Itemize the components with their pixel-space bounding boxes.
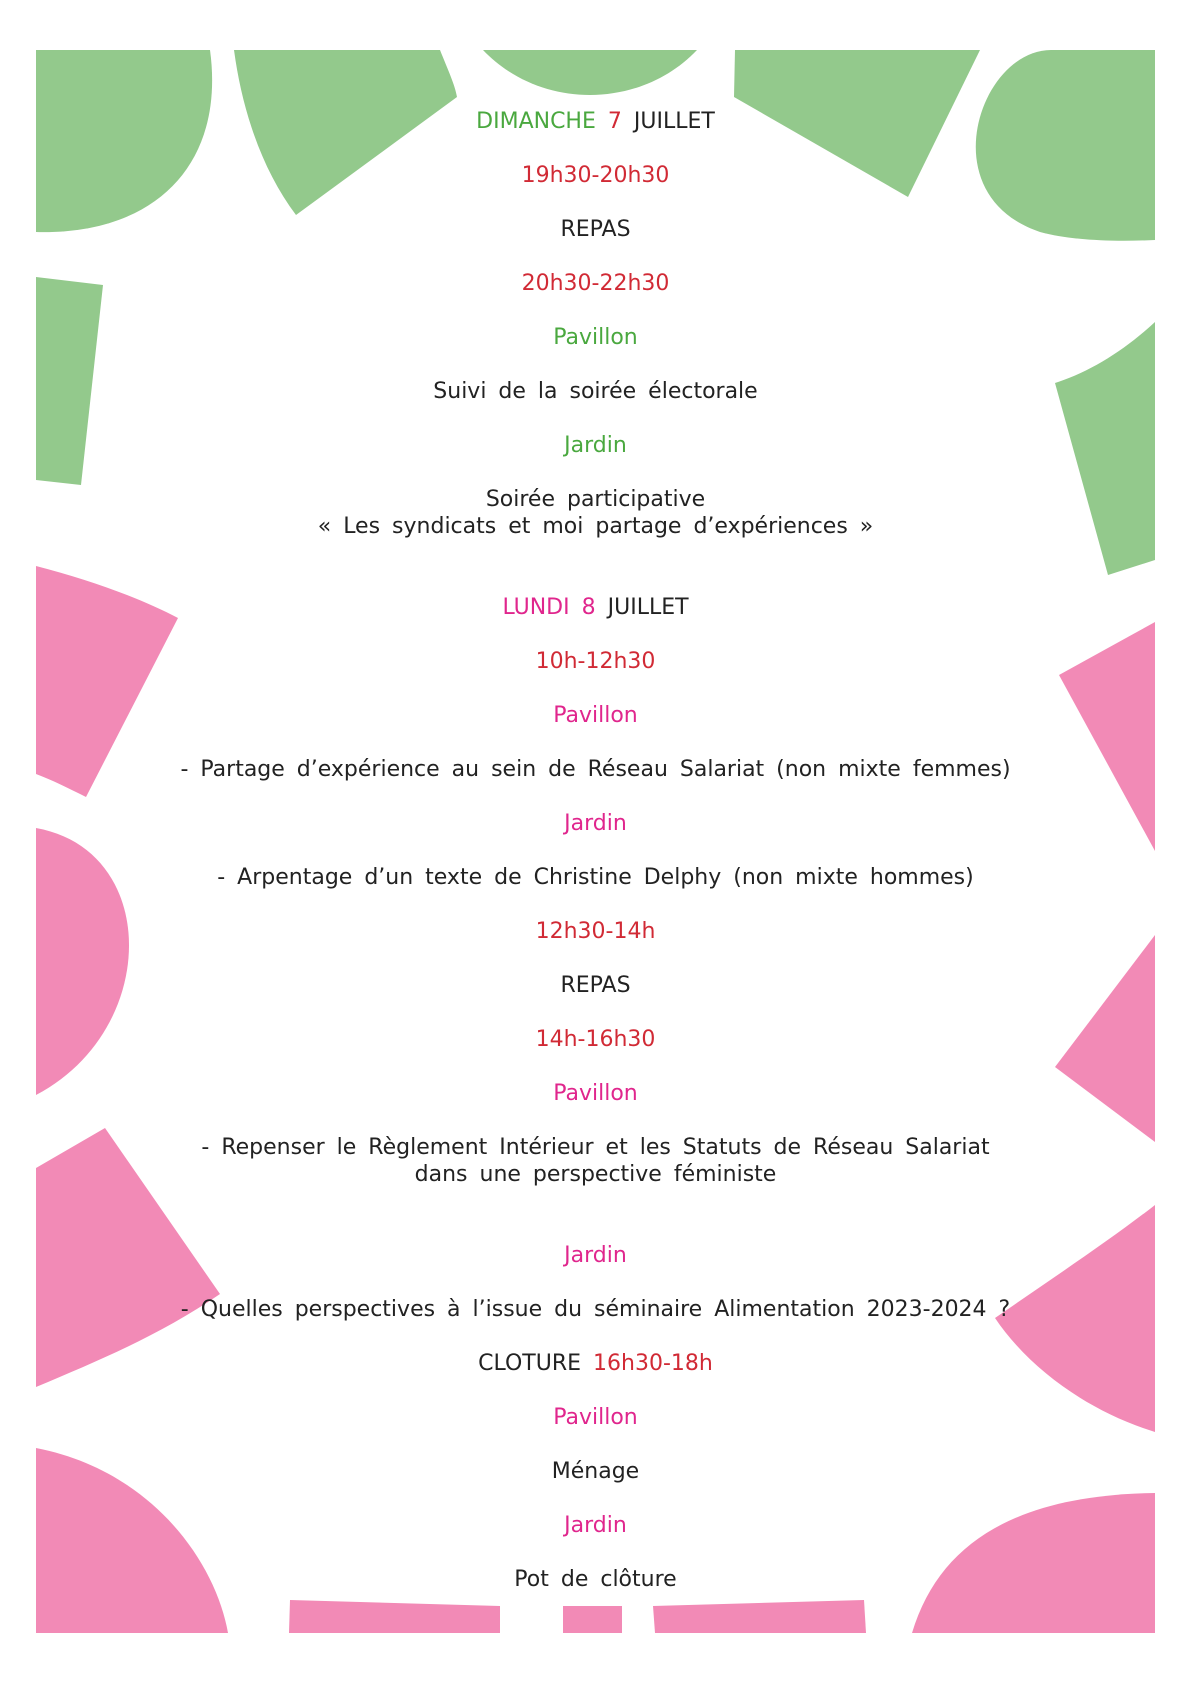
monday-closing-location-pavillon: Pavillon <box>553 1405 638 1430</box>
pink-shape-bottom-bar-2 <box>563 1606 622 1633</box>
sunday-activity-participative-line1: Soirée participative <box>485 487 706 512</box>
monday-closing-location-jardin: Jardin <box>564 1513 627 1538</box>
sunday-day-heading <box>160 108 1031 135</box>
pink-shape-left-half-disc <box>36 828 129 1095</box>
monday-day-heading <box>160 594 1031 621</box>
pink-shape-right-wedge-1 <box>1059 622 1155 851</box>
monday-day-number: 8 <box>581 595 596 620</box>
pink-shape-left-wedge-1 <box>36 566 178 797</box>
monday-closing-activity-pot: Pot de clôture <box>514 1567 677 1592</box>
monday-slot3-time: 14h-16h30 <box>535 1027 656 1052</box>
green-shape-right-quarter <box>1055 322 1155 575</box>
monday-slot1-activity-women: - Partage d’expérience au sein de Réseau Salariat (non mixte femmes) <box>180 757 1011 782</box>
sunday-slot1-time: 19h30-20h30 <box>521 163 670 188</box>
monday-slot3-activity1-line1: - Repenser le Règlement Intérieur et les Statuts de Réseau Salariat <box>201 1135 990 1160</box>
monday-slot3-activity2: - Quelles perspectives à l’issue du séminaire Alimentation 2023-2024 ? <box>180 1297 1011 1322</box>
monday-closing-label: CLOTURE <box>478 1351 582 1376</box>
sunday-day-number: 7 <box>607 109 622 134</box>
green-shape-top-left-half-circle <box>36 50 212 232</box>
sunday-month: JUILLET <box>633 109 715 134</box>
monday-slot1-time: 10h-12h30 <box>535 649 656 674</box>
monday-closing-time: 16h30-18h <box>593 1351 713 1376</box>
monday-slot2-activity: REPAS <box>560 973 631 998</box>
sunday-activity-participative-line2: « Les syndicats et moi partage d’expériences » <box>317 514 874 539</box>
monday-slot3-location-pavillon: Pavillon <box>553 1081 638 1106</box>
green-shape-top-right-circle <box>976 50 1155 241</box>
monday-slot2-time: 12h30-14h <box>535 919 656 944</box>
green-shape-top-center-semicircle <box>483 50 697 95</box>
sunday-activity-electoral-night: Suivi de la soirée électorale <box>433 379 758 404</box>
monday-slot1-activity-men: - Arpentage d’un texte de Christine Delphy (non mixte hommes) <box>217 865 974 890</box>
sunday-slot2-time: 20h30-22h30 <box>521 271 670 296</box>
pink-shape-bottom-bar-3 <box>653 1600 866 1633</box>
pink-shape-right-wedge-2 <box>1055 935 1155 1142</box>
monday-closing-activity-menage: Ménage <box>551 1459 640 1484</box>
monday-month: JUILLET <box>607 595 689 620</box>
monday-closing-heading <box>160 1350 1031 1377</box>
sunday-slot1-activity: REPAS <box>560 217 631 242</box>
monday-slot1-location-pavillon: Pavillon <box>553 703 638 728</box>
monday-slot3-activity1-line2: dans une perspective féministe <box>414 1162 777 1187</box>
green-shape-left-bar <box>36 277 103 485</box>
sunday-location-jardin: Jardin <box>564 433 627 458</box>
monday-slot3-location-jardin: Jardin <box>564 1243 627 1268</box>
monday-slot1-location-jardin: Jardin <box>564 811 627 836</box>
sunday-day-word: DIMANCHE <box>476 109 596 134</box>
pink-shape-bottom-bar-1 <box>289 1600 500 1633</box>
sunday-location-pavillon: Pavillon <box>553 325 638 350</box>
monday-day-word: LUNDI <box>502 595 570 620</box>
